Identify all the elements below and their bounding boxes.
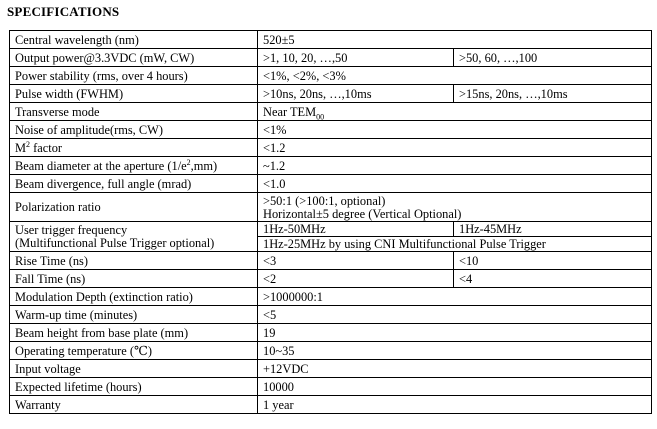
- param-text: M: [15, 140, 27, 155]
- value-cell: >10ns, 20ns, …,10ms: [258, 85, 454, 103]
- table-row: [10, 288, 652, 306]
- param-cell: Noise of amplitude(rms, CW): [10, 121, 258, 139]
- param-cell: Beam divergence, full angle (mrad): [10, 175, 258, 193]
- table-row: [10, 139, 652, 157]
- subscript: 00: [316, 111, 325, 121]
- param-cell: Rise Time (ns): [10, 252, 258, 270]
- value-cell: 1 year: [258, 396, 652, 414]
- value-line: Horizontal±5 degree (Vertical Optional): [263, 206, 462, 221]
- param-cell: [10, 157, 258, 175]
- value-text: Near TEM: [263, 104, 317, 119]
- param-cell: Output power@3.3VDC (mW, CW): [10, 49, 258, 67]
- param-cell: Modulation Depth (extinction ratio): [10, 288, 258, 306]
- value-cell: +12VDC: [258, 360, 652, 378]
- value-line: >50:1 (>100:1, optional): [263, 193, 386, 208]
- table-row: [10, 396, 652, 414]
- value-cell: 1Hz-45MHz: [454, 222, 652, 237]
- table-row: [10, 31, 652, 49]
- value-cell: ~1.2: [258, 157, 652, 175]
- value-cell: >1, 10, 20, …,50: [258, 49, 454, 67]
- value-cell: 1Hz-25MHz by using CNI Multifunctional Pulse Trigger: [258, 237, 652, 252]
- param-cell: Beam height from base plate (mm): [10, 324, 258, 342]
- value-cell: >15ns, 20ns, …,10ms: [454, 85, 652, 103]
- value-cell: >50, 60, …,100: [454, 49, 652, 67]
- param-cell: Pulse width (FWHM): [10, 85, 258, 103]
- table-row: [10, 342, 652, 360]
- table-row: [10, 306, 652, 324]
- value-cell: <2: [258, 270, 454, 288]
- value-cell: <4: [454, 270, 652, 288]
- value-cell: <1%: [258, 121, 652, 139]
- param-cell: Central wavelength (nm): [10, 31, 258, 49]
- section-title: SPECIFICATIONS: [7, 4, 120, 19]
- param-cell: Operating temperature (℃): [10, 342, 258, 360]
- param-cell: Polarization ratio: [10, 193, 258, 222]
- table-row: [10, 103, 652, 121]
- superscript: 2: [26, 139, 31, 149]
- param-cell: [10, 139, 258, 157]
- value-cell: <1%, <2%, <3%: [258, 67, 652, 85]
- table-row: [10, 67, 652, 85]
- value-cell: [258, 103, 652, 121]
- param-cell: Warm-up time (minutes): [10, 306, 258, 324]
- param-cell: Fall Time (ns): [10, 270, 258, 288]
- table-row: [10, 222, 652, 237]
- table-row: [10, 193, 652, 222]
- value-cell: [258, 193, 652, 222]
- table-row: [10, 270, 652, 288]
- param-text: ,mm): [190, 158, 218, 173]
- param-text: Beam diameter at the aperture (1/e: [15, 158, 187, 173]
- value-cell: <1.2: [258, 139, 652, 157]
- param-text: factor: [30, 140, 63, 155]
- table-row: [10, 157, 652, 175]
- table-row: [10, 175, 652, 193]
- table-row: [10, 252, 652, 270]
- value-cell: <5: [258, 306, 652, 324]
- param-line: User trigger frequency: [15, 223, 128, 237]
- value-cell: 10000: [258, 378, 652, 396]
- param-cell: [10, 222, 258, 252]
- value-cell: >1000000:1: [258, 288, 652, 306]
- table-row: [10, 121, 652, 139]
- specifications-table: [9, 30, 652, 414]
- param-cell: Power stability (rms, over 4 hours): [10, 67, 258, 85]
- param-line: (Multifunctional Pulse Trigger optional): [15, 236, 215, 250]
- param-cell: Expected lifetime (hours): [10, 378, 258, 396]
- table-row: [10, 360, 652, 378]
- value-cell: 10~35: [258, 342, 652, 360]
- table-row: [10, 49, 652, 67]
- value-cell: <10: [454, 252, 652, 270]
- param-cell: Input voltage: [10, 360, 258, 378]
- param-cell: Transverse mode: [10, 103, 258, 121]
- value-cell: 520±5: [258, 31, 652, 49]
- table-row: [10, 85, 652, 103]
- value-cell: 19: [258, 324, 652, 342]
- value-cell: <3: [258, 252, 454, 270]
- table-row: [10, 378, 652, 396]
- value-cell: 1Hz-50MHz: [258, 222, 454, 237]
- param-cell: Warranty: [10, 396, 258, 414]
- superscript: 2: [186, 157, 191, 167]
- table-row: [10, 324, 652, 342]
- value-cell: <1.0: [258, 175, 652, 193]
